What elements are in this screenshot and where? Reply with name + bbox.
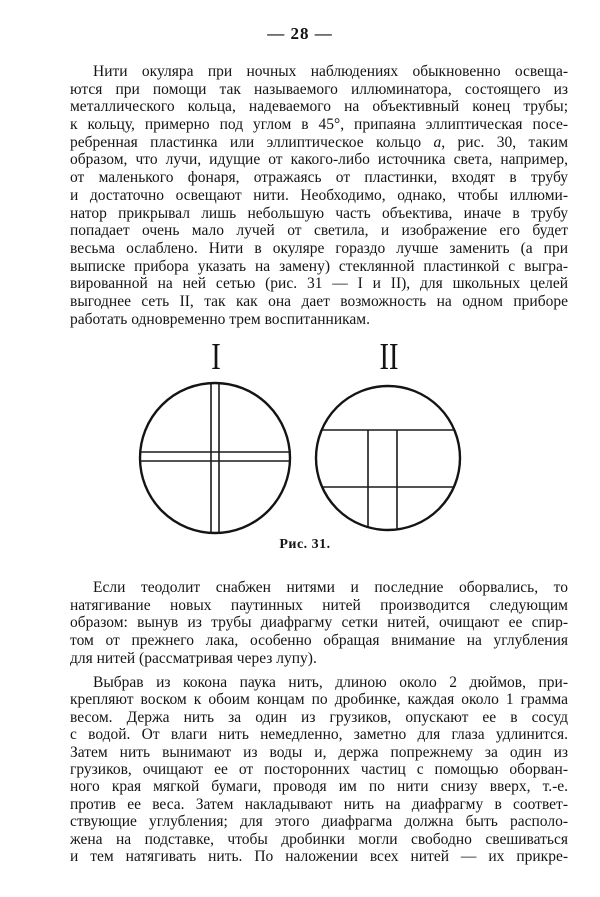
- text-line: и тем натягивать нить. По наложении всех нитей — их прикре-: [70, 847, 568, 865]
- italic-letter: a: [433, 133, 442, 151]
- text-line: к кольцу, примерно под углом в 45°, припаяна эллиптическая посе-: [70, 116, 568, 134]
- text-line: попадает очень мало лучей от светила, и изображение его будет: [70, 222, 568, 240]
- text-line: Нити окуляра при ночных наблюдениях обыкновенно освеща-: [93, 63, 568, 80]
- text-line: жена на подставке, чтобы дробинки могли свободно свешиваться: [70, 830, 568, 848]
- text-segment: , рис. 30, таким: [441, 133, 568, 151]
- text-line: грузиков, очищают ее от посторонних частиц с помощью оборван-: [70, 760, 568, 778]
- text-line: ствующие углубления; для этого диафрагма должна быть располо-: [70, 813, 568, 831]
- reticle-figure: [0, 330, 600, 535]
- paragraph-theodolite: [70, 579, 568, 667]
- text-line: против ее веса. Затем накладывают нить на диафрагму в соответ-: [70, 795, 568, 813]
- reticle-1: [130, 370, 300, 535]
- text-line: образом: вынув из трубы диафрагму сетки нитей, очищают ее спир-: [70, 614, 568, 632]
- reticle-circle-2: [316, 386, 460, 530]
- text-line: весом. Держа нить за один из грузиков, опускают ее в сосуд: [70, 708, 568, 726]
- text-line: Если теодолит снабжен нитями и последние оборвались, то: [93, 579, 568, 596]
- text-segment: ребренная пластинка или эллиптическое кольцо: [70, 133, 434, 151]
- text-line: от маленького фонаря, отражаясь от пластинки, входят в трубу: [70, 169, 568, 187]
- text-line: для нитей (рассматривая через лупу).: [70, 649, 317, 667]
- text-line: Затем нить вынимают из воды и, держа попрежнему за один из: [70, 743, 568, 761]
- reticle-2: [300, 386, 470, 535]
- text-line: и достаточно освещают нити. Необходимо, однако, чтобы иллюми-: [70, 186, 568, 204]
- reticle-circle-1: [140, 383, 290, 533]
- text-line: [70, 134, 568, 152]
- text-line: металлического кольца, надеваемого на объективный конец трубы;: [70, 98, 568, 116]
- text-line: выгоднее сеть II, так как она дает возможность на одном приборе: [70, 292, 568, 310]
- text-line: вированной на ней сетью (рис. 31 — I и II), для школьных целей: [70, 275, 568, 293]
- text-line: том от прежнего лака, особенно обращая внимание на углубления: [70, 632, 568, 650]
- text-line: натягивание новых паутинных нитей производится следующим: [70, 596, 568, 614]
- page-number: — 28 —: [267, 24, 333, 43]
- text-line: образом, что лучи, идущие от какого-либо источника света, например,: [70, 151, 568, 169]
- paragraph-illuminator: [70, 63, 568, 328]
- figure-caption: Рис. 31.: [279, 537, 331, 552]
- text-line: весьма ослаблено. Нити в окуляре гораздо лучше заменить (а при: [70, 239, 568, 257]
- text-line: с водой. От влаги нить немедленно, заметно для глаза удлинится.: [70, 726, 568, 744]
- text-line: Выбрав из кокона паука нить, длиною около 2 дюймов, при-: [93, 674, 568, 691]
- text-line: работать одновременно трем воспитанникам.: [70, 310, 370, 328]
- text-line: крепляют воском к обоим концам по дробинке, каждая около 1 грамма: [70, 691, 568, 709]
- text-line: натор прикрывал лишь небольшую часть объектива, иначе в трубу: [70, 204, 568, 222]
- text-line: ного края мягкой бумаги, проводя им по нити снизу вверх, т.-е.: [70, 778, 568, 796]
- reticle-label-1: I: [211, 336, 221, 378]
- text-line: ются при помощи так называемого иллюминатора, состоящего из: [70, 80, 568, 98]
- reticle-label-2: II: [379, 336, 399, 378]
- text-line: выписке прибора указать на замену) стеклянной пластинкой с выгра-: [70, 257, 568, 275]
- paragraph-spider-thread: [70, 674, 568, 865]
